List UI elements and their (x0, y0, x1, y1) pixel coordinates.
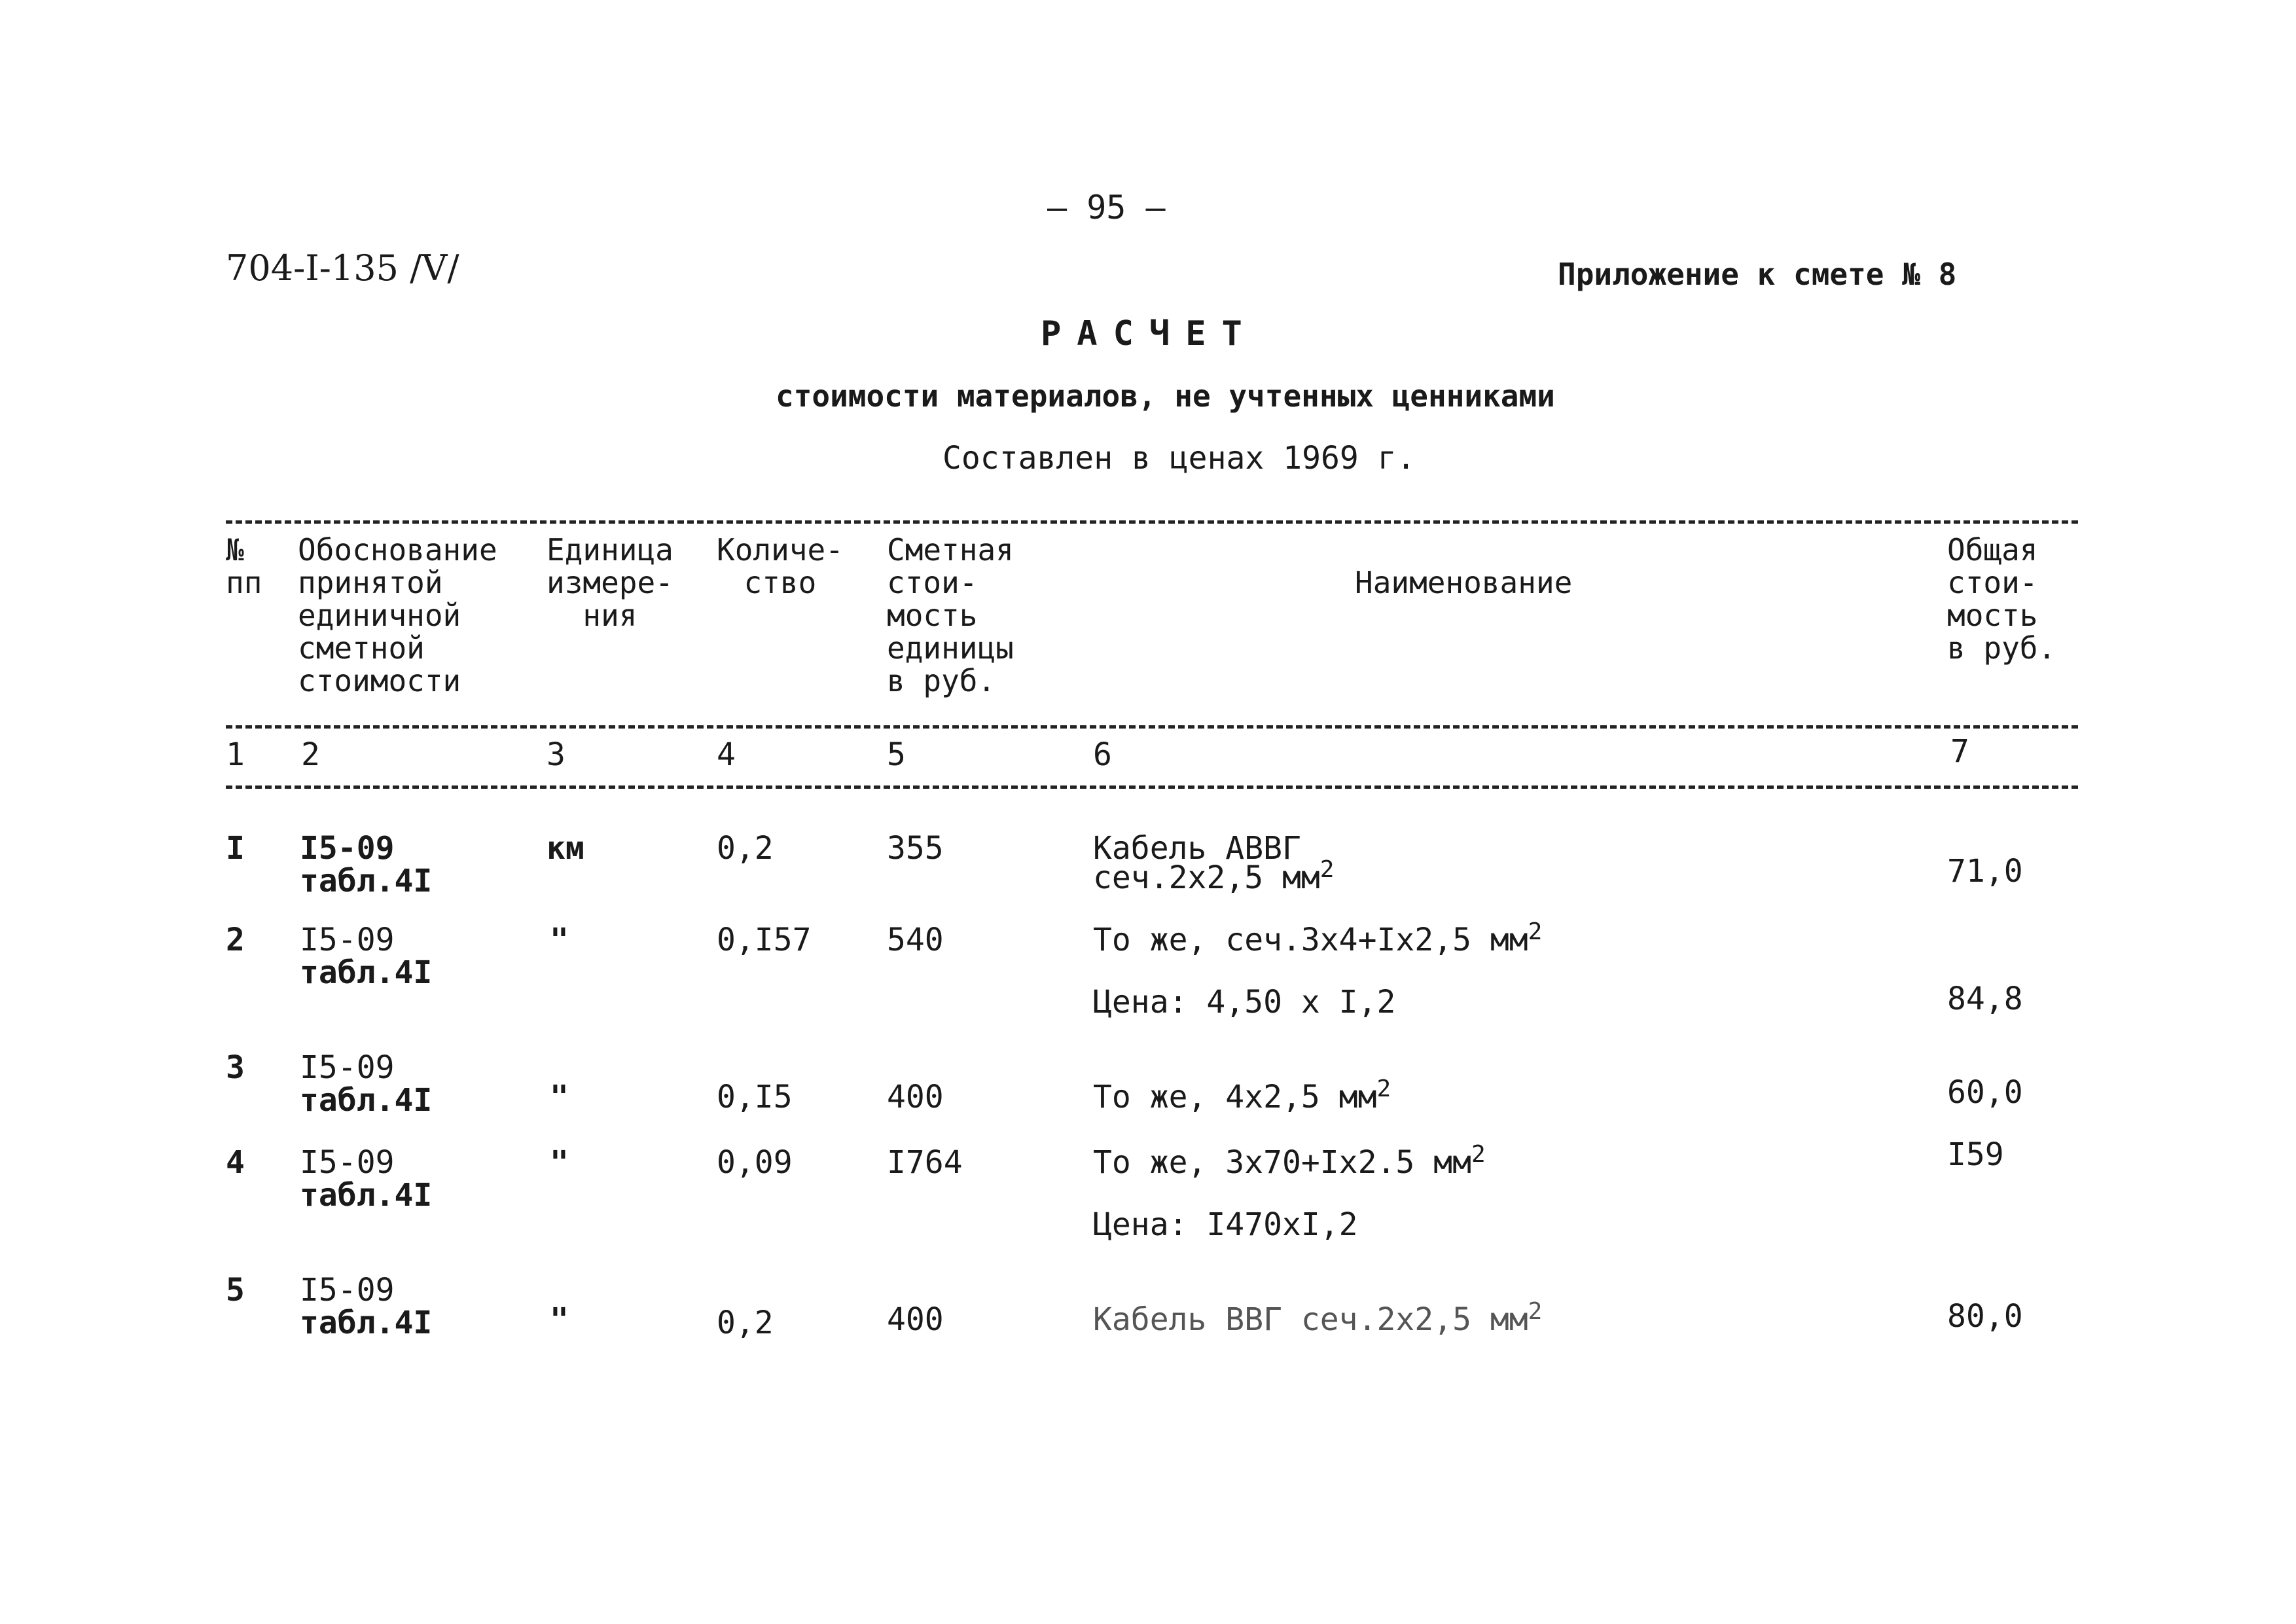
row-1-name: Кабель АВВГ (1093, 830, 1301, 867)
col-header-unit-cost: Сметная стои- мость единицы в руб. (887, 532, 1014, 698)
row-4-basis-code: I5-09 (300, 1144, 395, 1181)
row-3-name-sup: 2 (1376, 1075, 1391, 1102)
row-5-num: 5 (226, 1272, 245, 1308)
row-5-name (1093, 1298, 1543, 1338)
row-1-name-text: сеч.2х2,5 мм (1093, 859, 1320, 896)
row-1-name-sup: 2 (1319, 856, 1335, 883)
col-header-basis: Обоснование принятой единичной сметной стоимости (298, 532, 497, 698)
row-2-unit: " (550, 922, 569, 958)
row-2-name-text: То же, сеч.3х4+Iх2,5 мм (1093, 922, 1528, 958)
row-3-name-text: То же, 4х2,5 мм (1093, 1079, 1377, 1115)
row-5-basis-table: табл.4I (300, 1305, 433, 1341)
row-3-unit-cost: 400 (887, 1079, 944, 1115)
row-4-price-note: Цена: I470хI,2 (1093, 1206, 1358, 1243)
row-4-name-sup: 2 (1471, 1141, 1486, 1168)
row-4-qty: 0,09 (717, 1144, 793, 1181)
row-1-unit-cost: 355 (887, 830, 944, 867)
table-rule-top (226, 520, 2078, 524)
row-5-unit-cost: 400 (887, 1301, 944, 1338)
table-rule-mid (226, 725, 2078, 729)
row-2-qty: 0,I57 (717, 922, 812, 958)
prices-note: Составлен в ценах 1969 г. (942, 440, 1416, 477)
row-4-total: I59 (1947, 1136, 2004, 1173)
col-number-1: 1 (226, 736, 245, 773)
col-number-2: 2 (301, 736, 320, 773)
row-1-basis-table: табл.4I (300, 863, 433, 899)
page-subtitle: стоимости материалов, не учтенных ценниками (776, 378, 1555, 414)
row-4-unit: " (550, 1144, 569, 1181)
row-4-name-text: То же, 3х70+Iх2.5 мм (1093, 1144, 1471, 1181)
row-1-num: I (226, 830, 245, 867)
row-3-total: 60,0 (1947, 1074, 2023, 1111)
col-header-qty: Количе- ство (717, 532, 844, 600)
row-4-num: 4 (226, 1144, 245, 1181)
col-number-6: 6 (1093, 736, 1112, 773)
row-1-qty: 0,2 (717, 830, 774, 867)
row-1-name-line2 (1093, 856, 1335, 896)
row-3-basis-table: табл.4I (300, 1082, 433, 1119)
page-title: РАСЧЕТ (1041, 314, 1258, 353)
row-2-basis-code: I5-09 (300, 922, 395, 958)
col-header-total: Общая стои- мость в руб. (1947, 532, 2056, 666)
row-1-total: 71,0 (1947, 853, 2023, 890)
row-2-price-note: Цена: 4,50 х I,2 (1093, 984, 1396, 1020)
row-3-basis-code: I5-09 (300, 1049, 395, 1086)
row-1-unit: км (547, 830, 584, 867)
col-number-3: 3 (547, 736, 565, 773)
row-2-unit-cost: 540 (887, 922, 944, 958)
appendix-label: Приложение к смете № 8 (1558, 257, 1957, 292)
row-5-total: 80,0 (1947, 1298, 2023, 1335)
row-2-name (1093, 918, 1543, 958)
row-4-basis-table: табл.4I (300, 1177, 433, 1214)
row-5-qty: 0,2 (717, 1305, 774, 1341)
row-5-name-text: Кабель ВВГ сеч.2х2,5 мм (1093, 1301, 1528, 1338)
row-3-unit: " (550, 1079, 569, 1115)
row-5-unit: " (550, 1301, 569, 1338)
col-number-7: 7 (1950, 733, 1969, 770)
row-1-basis-code: I5-09 (300, 830, 395, 867)
col-header-num: № пп (226, 532, 262, 600)
page-number: — 95 — (1047, 189, 1166, 226)
col-number-5: 5 (887, 736, 906, 773)
row-5-basis-code: I5-09 (300, 1272, 395, 1308)
row-3-name (1093, 1075, 1391, 1115)
row-4-name (1093, 1141, 1486, 1181)
row-2-total: 84,8 (1947, 981, 2023, 1017)
table-rule-bottom (226, 785, 2078, 789)
col-number-4: 4 (717, 736, 736, 773)
col-header-name: Наименование (1355, 565, 1573, 600)
document-code: 704-I-135 /V/ (226, 247, 459, 289)
row-5-name-sup: 2 (1528, 1298, 1543, 1325)
row-4-unit-cost: I764 (887, 1144, 963, 1181)
col-header-unit: Единица измере- ния (547, 532, 673, 633)
row-2-name-sup: 2 (1528, 918, 1543, 945)
row-2-basis-table: табл.4I (300, 954, 433, 991)
row-3-num: 3 (226, 1049, 245, 1086)
row-2-num: 2 (226, 922, 245, 958)
row-3-qty: 0,I5 (717, 1079, 793, 1115)
